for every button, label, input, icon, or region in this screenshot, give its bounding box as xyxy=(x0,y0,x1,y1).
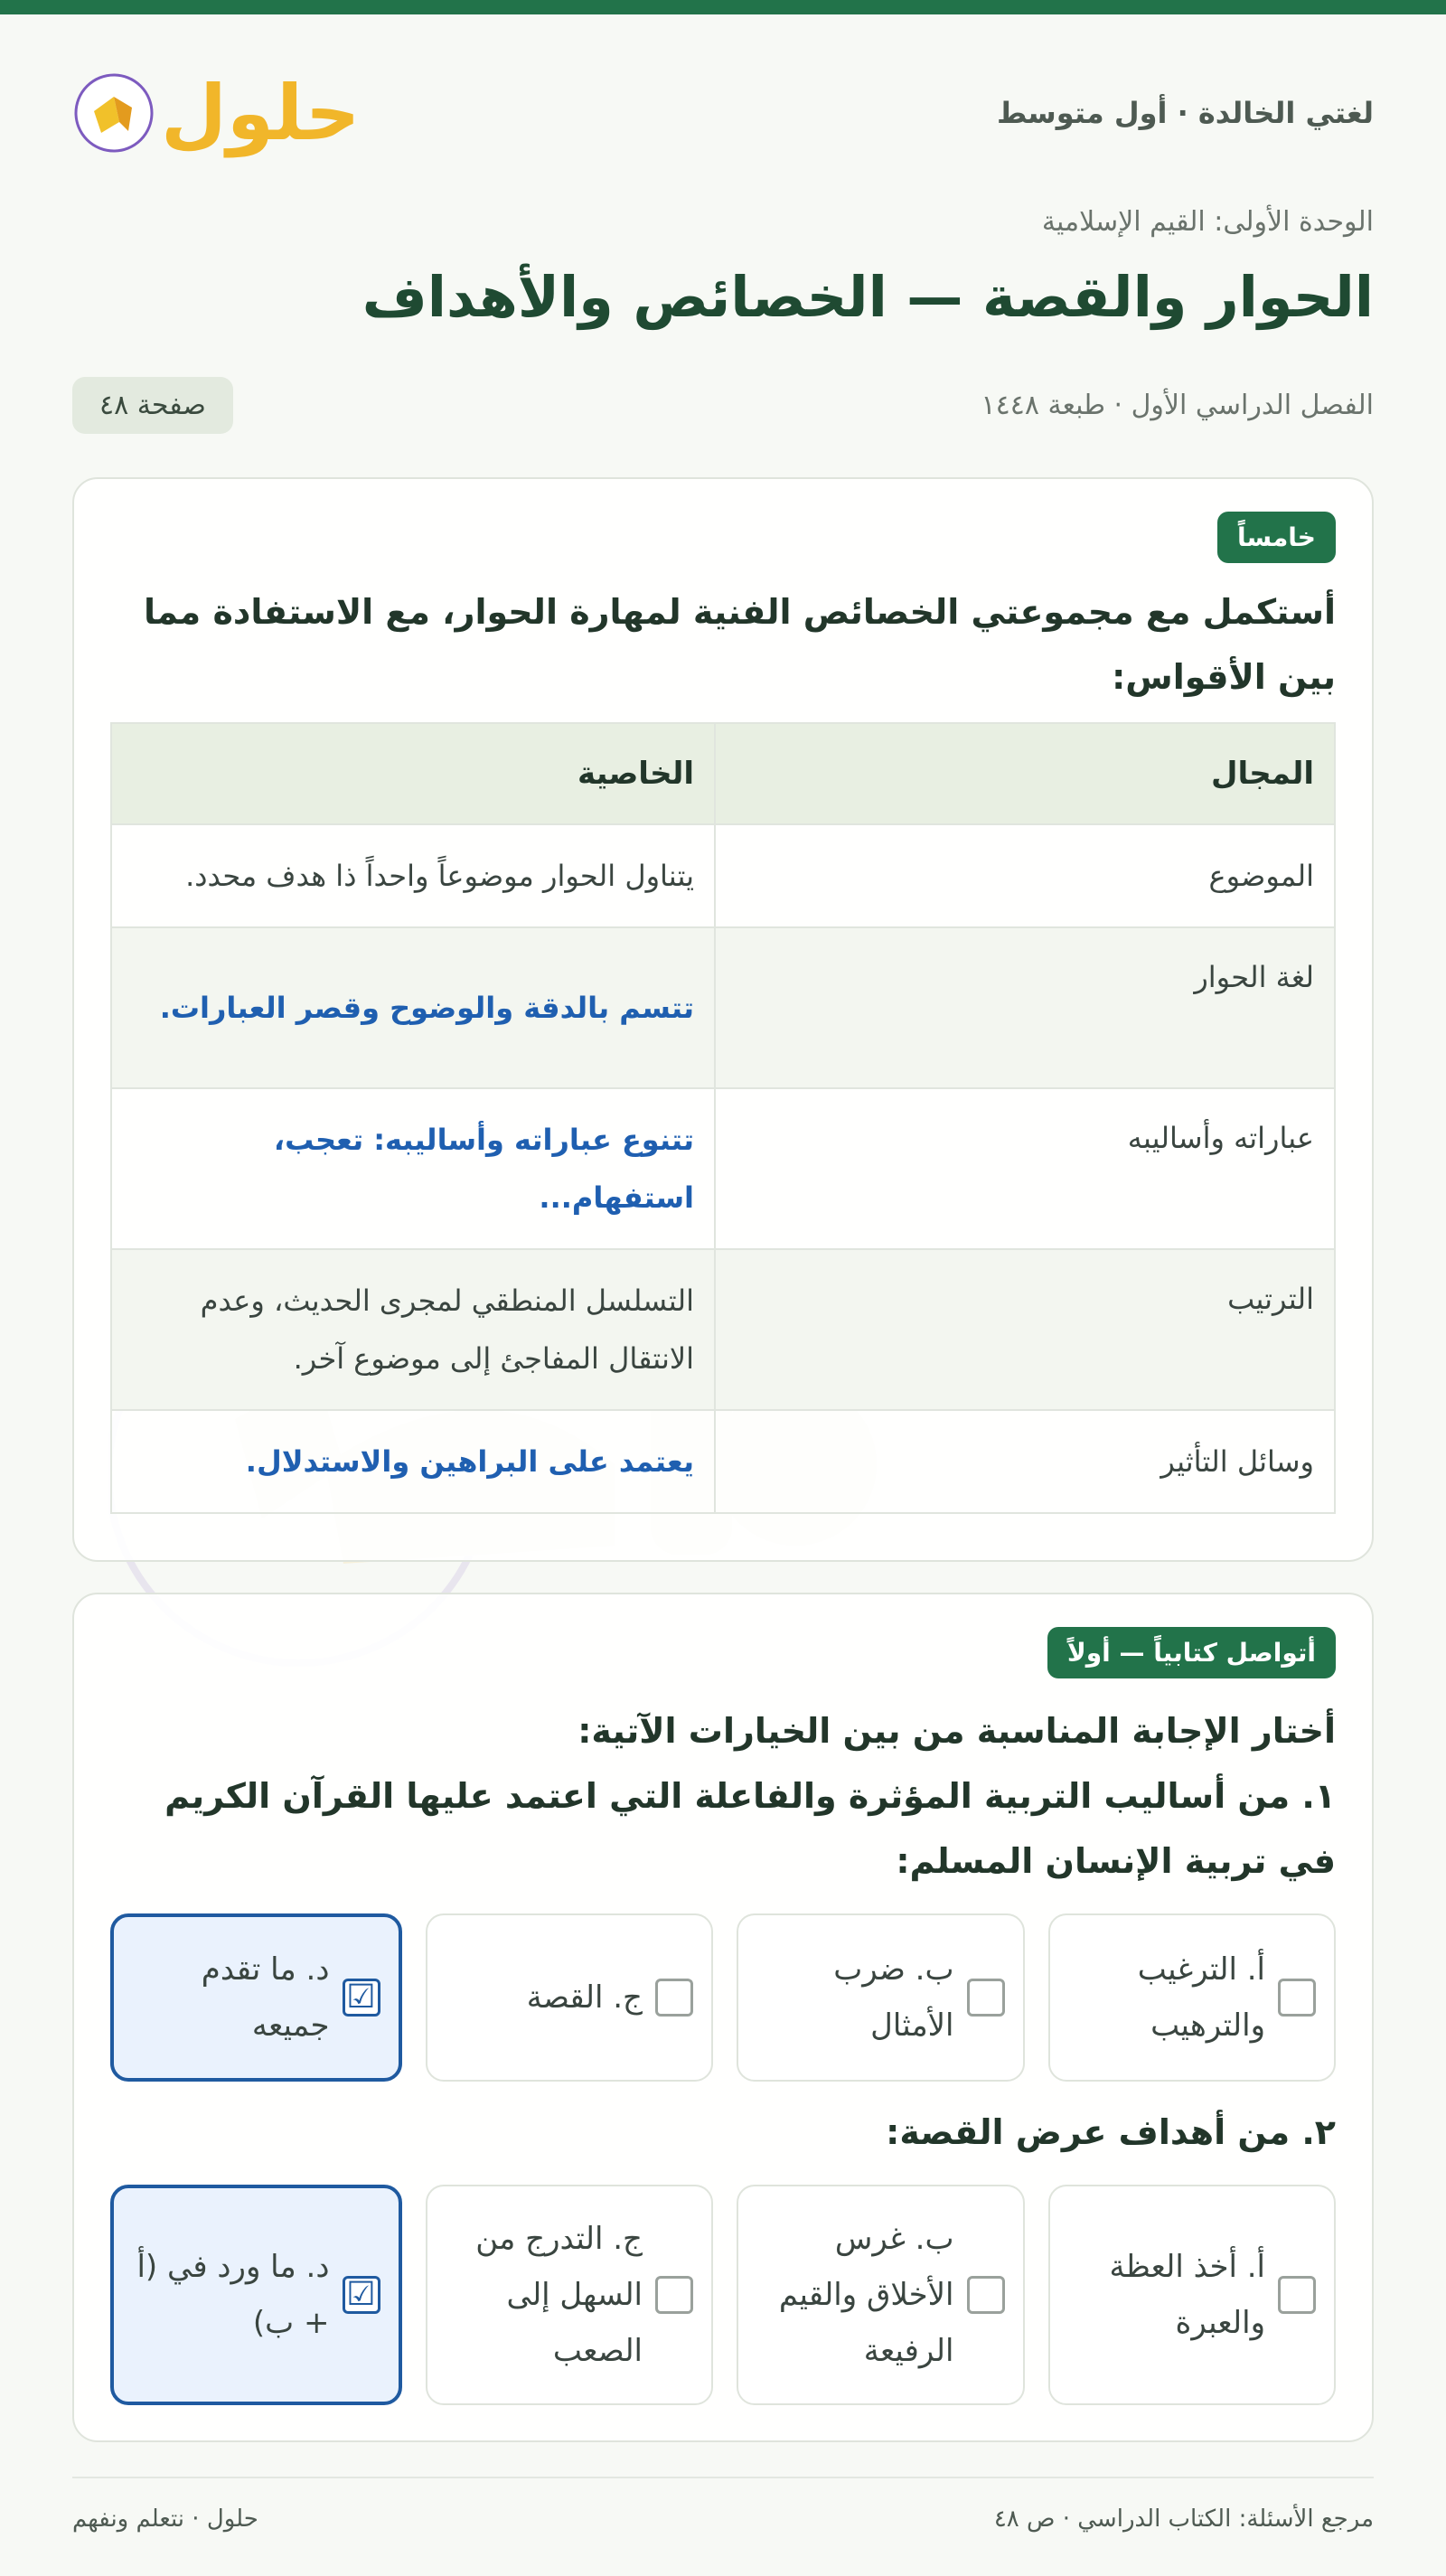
checked-checkbox-icon[interactable]: ☑ xyxy=(343,1979,380,2017)
trait-cell: يتناول الحوار موضوعاً واحداً ذا هدف محدد. xyxy=(111,824,715,927)
table-row xyxy=(111,1410,1335,1513)
option-label: ج. القصة xyxy=(526,1979,643,2016)
option-label: أ. أخذ العظة والعبرة xyxy=(1109,2249,1265,2341)
table-header-row xyxy=(111,723,1335,824)
column-header-trait: الخاصية xyxy=(111,723,715,824)
question-2-text: ٢. من أهداف عرض القصة: xyxy=(886,2112,1336,2152)
option-d-selected[interactable] xyxy=(110,2185,402,2405)
reference-note: مرجع الأسئلة: الكتاب الدراسي · ص ٤٨ xyxy=(993,2505,1374,2533)
option-label: د. ما ورد في (أ + ب) xyxy=(136,2249,330,2341)
option-label: د. ما تقدم جميعه xyxy=(201,1951,330,2044)
option-a[interactable] xyxy=(1048,1913,1337,2082)
section-tag: أتواصل كتابياً — أولاً xyxy=(1047,1627,1336,1678)
table-row xyxy=(111,927,1335,1088)
brand-logo[interactable] xyxy=(72,71,360,155)
unit-label: الوحدة الأولى: القيم الإسلامية xyxy=(1041,206,1374,238)
page-number-badge: صفحة ٤٨ xyxy=(72,377,233,434)
book-logo-icon xyxy=(72,71,155,155)
table-row xyxy=(111,824,1335,927)
trait-cell: التسلسل المنطقي لمجرى الحديث، وعدم الانتقال المفاجئ إلى موضوع آخر. xyxy=(111,1249,715,1410)
question-2-options xyxy=(110,2185,1336,2405)
footer-brand: حلول · نتعلم ونفهم xyxy=(72,2505,258,2533)
column-header-domain: المجال xyxy=(715,723,1335,824)
page-footer xyxy=(72,2477,1374,2533)
trait-answer-cell: تتسم بالدقة والوضوح وقصر العبارات. xyxy=(111,927,715,1088)
table-row xyxy=(111,1088,1335,1249)
option-a[interactable] xyxy=(1048,2185,1337,2405)
option-label: أ. الترغيب والترهيب xyxy=(1137,1951,1265,2044)
section-prompt: أستكمل مع مجموعتي الخصائص الفنية لمهارة الحوار، مع الاستفادة مما بين الأقواس: xyxy=(143,592,1336,697)
trait-answer-cell: يعتمد على البراهين والاستدلال. xyxy=(111,1410,715,1513)
page-title: الحوار والقصة — الخصائص والأهداف xyxy=(362,264,1374,330)
option-label: ج. التدرج من السهل إلى الصعب xyxy=(475,2221,643,2369)
domain-cell: الترتيب xyxy=(715,1249,1335,1410)
section-tag: خامساً xyxy=(1217,512,1336,563)
option-c[interactable] xyxy=(426,1913,714,2082)
traits-table xyxy=(110,722,1336,1514)
breadcrumb: لغتي الخالدة · أول متوسط xyxy=(997,96,1374,130)
option-b[interactable] xyxy=(737,2185,1025,2405)
checked-checkbox-icon[interactable]: ☑ xyxy=(343,2276,380,2314)
trait-answer-cell: تتنوع عباراته وأساليبه: تعجب، استفهام... xyxy=(111,1088,715,1249)
option-c[interactable] xyxy=(426,2185,714,2405)
checkbox-icon[interactable] xyxy=(1278,2276,1316,2314)
checkbox-icon[interactable] xyxy=(967,2276,1005,2314)
question-1-options xyxy=(110,1913,1336,2082)
checkbox-icon[interactable] xyxy=(1278,1979,1316,2017)
traits-card xyxy=(72,477,1374,1562)
checkbox-icon[interactable] xyxy=(655,1979,693,2017)
multiple-choice-card xyxy=(72,1593,1374,2442)
checkbox-icon[interactable] xyxy=(967,1979,1005,2017)
domain-cell: عباراته وأساليبه xyxy=(715,1088,1335,1249)
question-1-text: ١. من أساليب التربية المؤثرة والفاعلة التي اعتمد عليها القرآن الكريم في تربية الإنسان المسلم: xyxy=(164,1776,1336,1881)
checkbox-icon[interactable] xyxy=(655,2276,693,2314)
domain-cell: لغة الحوار xyxy=(715,927,1335,1088)
top-accent-bar xyxy=(0,0,1446,14)
lesson-meta xyxy=(72,372,1374,437)
option-label: ب. ضرب الأمثال xyxy=(833,1951,954,2044)
domain-cell: الموضوع xyxy=(715,824,1335,927)
option-d-selected[interactable] xyxy=(110,1913,402,2082)
domain-cell: وسائل التأثير xyxy=(715,1410,1335,1513)
edition-label: الفصل الدراسي الأول · طبعة ١٤٤٨ xyxy=(981,389,1374,421)
page-header xyxy=(72,54,1374,172)
table-row xyxy=(111,1249,1335,1410)
logo-wordmark: حلول xyxy=(161,69,361,157)
option-b[interactable] xyxy=(737,1913,1025,2082)
instructions: أختار الإجابة المناسبة من بين الخيارات الآتية: xyxy=(577,1711,1336,1751)
option-label: ب. غرس الأخلاق والقيم الرفيعة xyxy=(778,2221,954,2369)
